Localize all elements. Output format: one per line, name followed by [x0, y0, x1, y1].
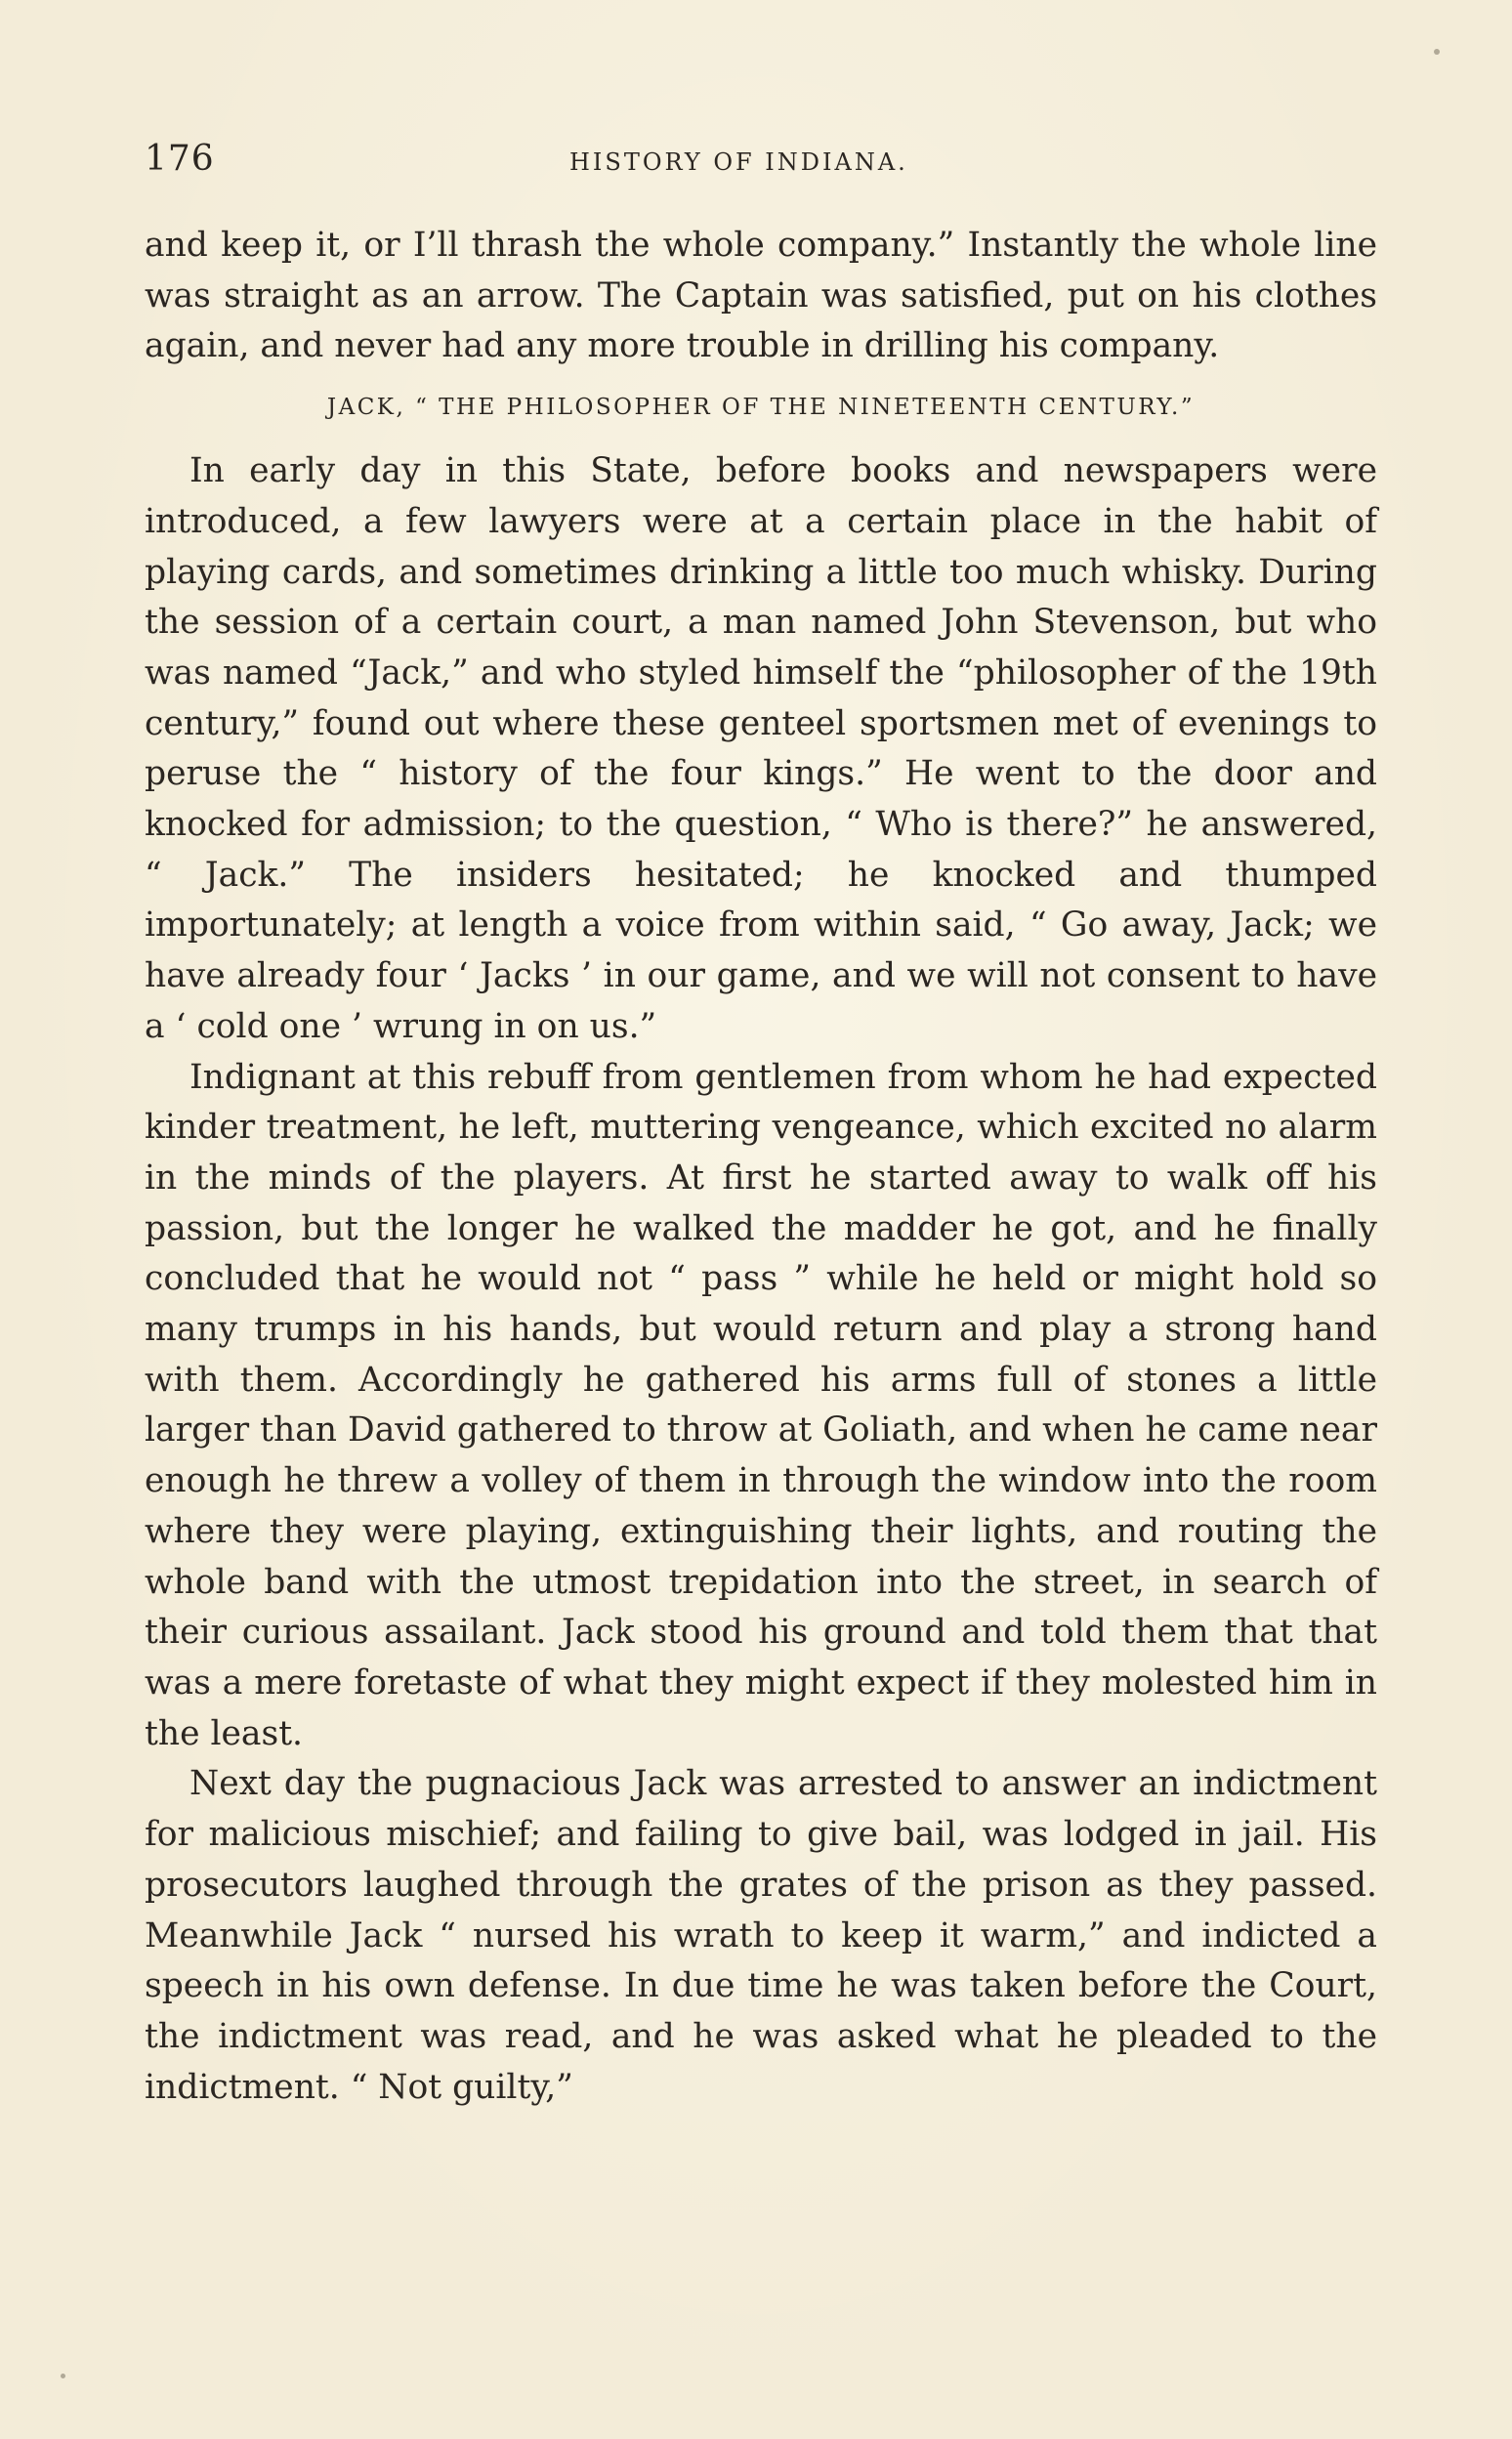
paper-speck	[61, 2374, 65, 2378]
page-number: 176	[145, 139, 215, 179]
opening-paragraph: and keep it, or I’ll thrash the whole company.” Instantly the whole line was straight as an arrow. The Captain was satisfied, put on his clothes again, and never had any more trouble in drilling his company.	[145, 226, 1377, 366]
page-header	[145, 139, 1375, 188]
section-heading: JACK, “ THE PHILOSOPHER OF THE NINETEENTH CENTURY.”	[326, 395, 1196, 421]
paragraph: Indignant at this rebuff from gentlemen from whom he had expected kinder treatment, he left, muttering vengeance, which excited no alarm in the minds of the players. At first he started away to walk off his passion, but the longer he walked the madder he got, and he finally concluded that he would not “ pass ” while he held or might hold so many trumps in his hands, but would return and play a strong hand with them. Accordingly he gathered his arms full of stones a little larger than David gathered to throw at Goliath, and when he came near enough he threw a volley of them in through the window into the room where they were playing, extinguishing their lights, and routing the whole band with the utmost trepidation into the street, in search of their curious assailant. Jack stood his ground and told them that that was a mere foretaste of what they might expect if they molested him in the least.	[145, 1057, 1377, 1753]
paper-speck	[1434, 49, 1440, 55]
text-block	[145, 221, 1377, 2113]
paragraph: Next day the pugnacious Jack was arrested to answer an indictment for malicious mischief; and failing to give bail, was lodged in jail. His prosecutors laughed through the grates of the prison as they passed. Meanwhile Jack “ nursed his wrath to keep it warm,” and indicted a speech in his own defense. In due time he was taken before the Court, the indictment was read, and he was asked what he pleaded to the indictment. “ Not guilty,”	[145, 1764, 1377, 2107]
running-head: HISTORY OF INDIANA.	[569, 148, 908, 176]
paragraph: In early day in this State, before books and newspapers were introduced, a few lawyers were at a certain place in the habit of playing cards, and sometimes drinking a little too much whisky. During the session of a certain court, a man named John Stevenson, but who was named “Jack,” and who styled himself the “philosopher of the 19th century,” found out where these genteel sportsmen met of evenings to peruse the “ history of the four kings.” He went to the door and knocked for admission; to the question, “ Who is there?” he answered, “ Jack.” The insiders hesitated; he knocked and thumped importunately; at length a voice from within said, “ Go away, Jack; we have already four ‘ Jacks ’ in our game, and we will not consent to have a ‘ cold one ’ wrung in on us.”	[145, 451, 1377, 1046]
